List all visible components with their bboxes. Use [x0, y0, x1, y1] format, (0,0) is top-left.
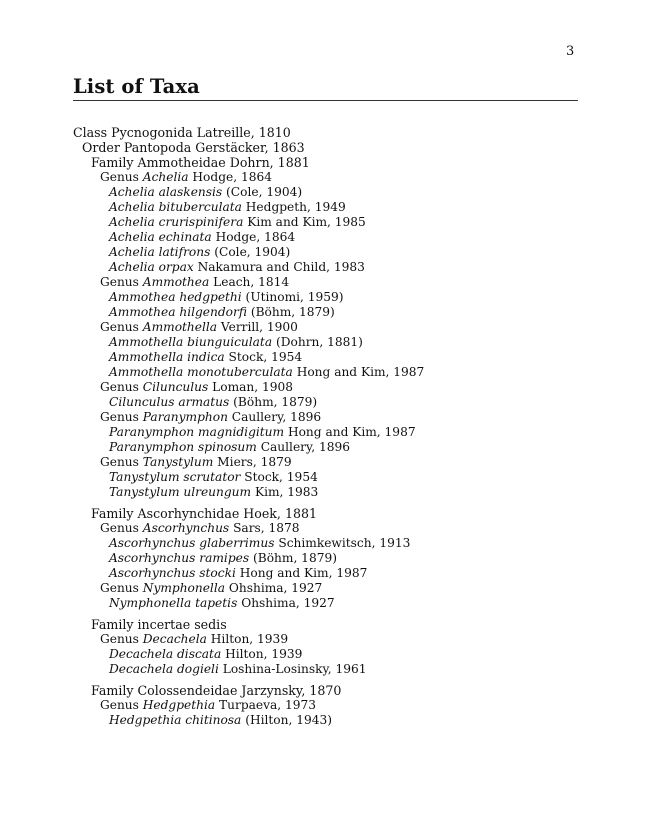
species-entry: [73, 551, 578, 566]
species-entry: [73, 395, 578, 410]
taxon-name: Cilunculus: [142, 380, 209, 394]
species-entry: [73, 470, 578, 485]
taxon-authority: Schimkewitsch, 1913: [274, 536, 411, 550]
species-entry: [73, 230, 578, 245]
rank-prefix: Class: [73, 125, 112, 140]
taxon-authority: Stock, 1954: [224, 350, 303, 364]
taxon-authority: (Utinomi, 1959): [241, 290, 344, 304]
taxon-name: Achelia latifrons: [109, 245, 211, 259]
taxon-authority: Caullery, 1896: [256, 440, 351, 454]
species-entry: [73, 713, 578, 728]
taxa-list: [73, 125, 578, 728]
genus-entry: [73, 698, 578, 713]
family-entry: [73, 506, 578, 521]
genus-entry: [73, 170, 578, 185]
rank-prefix: Family: [91, 617, 138, 632]
taxon-authority: Ammotheidae Dohrn, 1881: [137, 155, 310, 170]
taxon-authority: Kim, 1983: [251, 485, 319, 499]
species-entry: [73, 596, 578, 611]
taxon-authority: Pycnogonida Latreille, 1810: [111, 125, 291, 140]
page-number: 3: [566, 44, 575, 59]
family-entry: [73, 155, 578, 170]
taxon-authority: Loman, 1908: [208, 380, 294, 394]
taxon-authority: Colossendeidae Jarzynsky, 1870: [137, 683, 342, 698]
taxon-name: Achelia orpax: [109, 260, 194, 274]
taxon-authority: (Böhm, 1879): [249, 551, 337, 565]
taxon-authority: (Dohrn, 1881): [272, 335, 363, 349]
taxon-authority: Ohshima, 1927: [237, 596, 335, 610]
rank-prefix: Genus: [100, 521, 143, 535]
taxon-authority: Ascorhynchidae Hoek, 1881: [137, 506, 317, 521]
order-entry: [73, 140, 578, 155]
taxon-name: Achelia echinata: [109, 230, 212, 244]
rank-prefix: Family: [91, 506, 138, 521]
taxon-name: Decachela dogieli: [109, 662, 219, 676]
family-entry: [73, 617, 578, 632]
taxon-authority: Ohshima, 1927: [225, 581, 323, 595]
taxon-name: Tanystylum: [142, 455, 214, 469]
rank-prefix: Genus: [100, 320, 143, 334]
rank-prefix: Family: [91, 683, 138, 698]
genus-entry: [73, 320, 578, 335]
taxon-name: Ammothella biunguiculata: [109, 335, 273, 349]
taxon-authority: incertae sedis: [137, 617, 227, 632]
rank-prefix: Genus: [100, 380, 143, 394]
rank-prefix: Family: [91, 155, 138, 170]
taxon-name: Paranymphon magnidigitum: [109, 425, 285, 439]
genus-entry: [73, 275, 578, 290]
taxon-name: Achelia bituberculata: [109, 200, 242, 214]
taxon-authority: (Böhm, 1879): [229, 395, 318, 409]
taxon-name: Ammothea hilgendorfi: [109, 305, 247, 319]
taxon-name: Tanystylum scrutator: [109, 470, 241, 484]
species-entry: [73, 185, 578, 200]
genus-entry: [73, 455, 578, 470]
species-entry: [73, 200, 578, 215]
taxon-authority: Caullery, 1896: [227, 410, 322, 424]
species-entry: [73, 365, 578, 380]
species-entry: [73, 260, 578, 275]
taxon-name: Tanystylum ulreungum: [109, 485, 252, 499]
taxon-name: Ascorhynchus ramipes: [109, 551, 250, 565]
taxon-authority: (Cole, 1904): [222, 185, 303, 199]
page-title: List of Taxa: [73, 75, 200, 98]
taxon-authority: Stock, 1954: [240, 470, 318, 484]
family-entry: [73, 683, 578, 698]
rank-prefix: Genus: [100, 632, 143, 646]
taxon-authority: Hedgpeth, 1949: [241, 200, 346, 214]
taxon-authority: Miers, 1879: [213, 455, 292, 469]
genus-entry: [73, 380, 578, 395]
taxon-authority: Leach, 1814: [209, 275, 290, 289]
species-entry: [73, 215, 578, 230]
species-entry: [73, 305, 578, 320]
taxon-authority: Hodge, 1864: [188, 170, 272, 184]
taxon-name: Achelia: [142, 170, 189, 184]
taxon-name: Ammothella: [142, 320, 218, 334]
taxon-authority: (Hilton, 1943): [241, 713, 332, 727]
title-rule: [73, 100, 578, 101]
species-entry: [73, 440, 578, 455]
taxon-name: Hedgpethia chitinosa: [109, 713, 242, 727]
taxon-name: Ascorhynchus stocki: [109, 566, 236, 580]
genus-entry: [73, 581, 578, 596]
taxon-name: Nymphonella tapetis: [109, 596, 238, 610]
taxon-authority: Pantopoda Gerstäcker, 1863: [123, 140, 305, 155]
species-entry: [73, 425, 578, 440]
taxon-name: Ammothea: [142, 275, 210, 289]
taxon-authority: Loshina-Losinsky, 1961: [218, 662, 367, 676]
class-entry: [73, 125, 578, 140]
taxon-authority: Nakamura and Child, 1983: [193, 260, 365, 274]
species-entry: [73, 290, 578, 305]
rank-prefix: Genus: [100, 581, 143, 595]
rank-prefix: Genus: [100, 275, 143, 289]
taxon-name: Ammothea hedgpethi: [109, 290, 242, 304]
taxon-authority: Verrill, 1900: [217, 320, 298, 334]
taxon-name: Paranymphon: [142, 410, 228, 424]
taxon-authority: Hong and Kim, 1987: [284, 425, 416, 439]
genus-entry: [73, 632, 578, 647]
rank-prefix: Genus: [100, 455, 143, 469]
taxon-name: Ammothella indica: [109, 350, 225, 364]
species-entry: [73, 245, 578, 260]
species-entry: [73, 485, 578, 500]
taxon-name: Ascorhynchus glaberrimus: [109, 536, 275, 550]
rank-prefix: Genus: [100, 170, 143, 184]
taxon-name: Paranymphon spinosum: [109, 440, 257, 454]
taxon-authority: Hong and Kim, 1987: [235, 566, 368, 580]
taxon-authority: Kim and Kim, 1985: [243, 215, 366, 229]
taxon-authority: Sars, 1878: [229, 521, 300, 535]
species-entry: [73, 662, 578, 677]
taxon-name: Decachela discata: [109, 647, 222, 661]
taxon-authority: Hodge, 1864: [211, 230, 296, 244]
taxon-authority: Hilton, 1939: [206, 632, 289, 646]
taxon-authority: Turpaeva, 1973: [215, 698, 317, 712]
taxon-name: Decachela: [142, 632, 207, 646]
species-entry: [73, 536, 578, 551]
taxon-name: Achelia alaskensis: [109, 185, 223, 199]
species-entry: [73, 647, 578, 662]
rank-prefix: Genus: [100, 410, 143, 424]
species-entry: [73, 566, 578, 581]
rank-prefix: Order: [82, 140, 124, 155]
genus-entry: [73, 410, 578, 425]
taxon-name: Hedgpethia: [142, 698, 216, 712]
taxon-authority: Hong and Kim, 1987: [292, 365, 425, 379]
taxon-name: Nymphonella: [142, 581, 225, 595]
genus-entry: [73, 521, 578, 536]
species-entry: [73, 350, 578, 365]
species-entry: [73, 335, 578, 350]
taxon-name: Ammothella monotuberculata: [109, 365, 293, 379]
rank-prefix: Genus: [100, 698, 143, 712]
taxon-authority: Hilton, 1939: [221, 647, 303, 661]
taxon-name: Ascorhynchus: [142, 521, 230, 535]
taxon-name: Achelia crurispinifera: [109, 215, 244, 229]
taxon-authority: (Cole, 1904): [210, 245, 291, 259]
taxon-name: Cilunculus armatus: [109, 395, 230, 409]
taxon-authority: (Böhm, 1879): [246, 305, 335, 319]
